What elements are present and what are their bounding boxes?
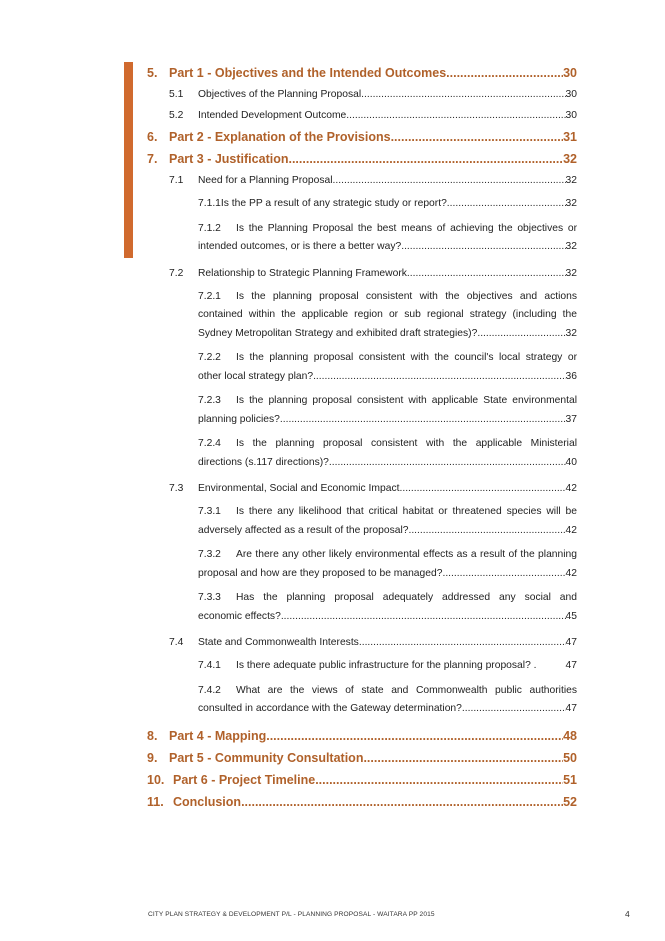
toc-page: 30: [565, 110, 577, 121]
toc-title: State and Commonwealth Interests: [198, 637, 359, 648]
toc-title-line: other local strategy plan?: [198, 370, 314, 382]
toc-entry-7-2-4[interactable]: [198, 435, 577, 472]
section-accent-bar: [124, 62, 133, 258]
toc-leader: [462, 700, 566, 719]
toc-page: 32: [565, 175, 577, 186]
toc-title: Intended Development Outcome: [198, 110, 347, 121]
toc-entry-7-4[interactable]: [169, 632, 577, 653]
toc-title: Part 2 - Explanation of the Provisions: [169, 130, 391, 144]
toc-title-line: intended outcomes, or is there a better way?: [198, 241, 402, 252]
toc-entry-7-2-1[interactable]: [198, 288, 577, 344]
toc-title-line: consulted in accordance with the Gateway determination?: [198, 703, 462, 714]
toc-page: 50: [563, 750, 577, 765]
toc-page: 40: [565, 456, 577, 468]
toc-title-line: Is the Planning Proposal the best means of achieving the objectives or: [236, 222, 577, 234]
toc-number: 7.2.1: [198, 290, 221, 302]
toc-title-line: adversely affected as a result of the proposal?: [198, 524, 409, 536]
toc-number: 7.2.3: [198, 395, 221, 406]
toc-page: 45: [565, 610, 577, 622]
toc-entry-7-1[interactable]: [169, 170, 577, 191]
toc-title: Objectives of the Planning Proposal: [198, 89, 362, 100]
toc-leader: [408, 522, 565, 541]
page-number: 4: [625, 909, 630, 919]
toc-number: 7.1.1: [198, 198, 221, 209]
toc-number: 7.1.2: [198, 222, 221, 234]
toc-title: Relationship to Strategic Planning Framework: [198, 267, 407, 279]
toc-title-line: directions (s.117 directions)?: [198, 456, 329, 468]
toc-entry-7-3[interactable]: [169, 478, 577, 499]
toc-title-line: Sydney Metropolitan Strategy and exhibited draft strategies)?: [198, 327, 478, 339]
toc-title-line: proposal and how are they proposed to be managed?: [198, 567, 443, 579]
toc-entry-9[interactable]: [147, 747, 577, 769]
toc-entry-7-1-2[interactable]: [198, 220, 577, 257]
toc-title-line: Is there any likelihood that critical habitat or threatened species will be: [236, 506, 577, 517]
toc-page: 32: [565, 198, 577, 209]
toc-number: 7.2.4: [198, 438, 221, 449]
toc-entry-7[interactable]: [147, 148, 577, 170]
toc-number: 7.3.3: [198, 592, 221, 603]
toc-leader: [346, 105, 565, 126]
toc-number: 7.2.2: [198, 352, 221, 363]
toc-entry-7-3-1[interactable]: [198, 503, 577, 540]
toc-entry-7-1-1[interactable]: [198, 195, 577, 214]
toc-leader: [399, 478, 565, 499]
toc-page: 32: [565, 241, 577, 252]
toc-title-line: planning policies?: [198, 413, 280, 425]
toc-leader: [446, 62, 563, 84]
toc-title-line: Is the planning proposal consistent with the objectives and actions: [236, 290, 577, 302]
toc-number: 7.: [147, 152, 158, 166]
toc-entry-7-2-2[interactable]: [198, 349, 577, 386]
toc-leader: [447, 195, 566, 214]
toc-leader: [333, 170, 566, 191]
toc-leader: [442, 565, 565, 584]
toc-page: 42: [565, 567, 577, 579]
toc-entry-7-4-1[interactable]: [198, 657, 577, 676]
toc-title: Environmental, Social and Economic Impact: [198, 483, 400, 494]
toc-leader: [329, 454, 566, 473]
toc-page: 30: [563, 66, 577, 80]
toc-number: 7.3.1: [198, 506, 221, 517]
toc-title-line: Has the planning proposal adequately addressed any social and: [236, 592, 577, 603]
toc-entry-7-3-3[interactable]: [198, 589, 577, 626]
toc-number: 7.2: [169, 267, 184, 279]
toc-page: 32: [565, 267, 577, 279]
toc-leader: [313, 368, 565, 387]
toc-number: 11.: [147, 794, 164, 809]
toc-leader: [407, 263, 566, 284]
toc-page: 48: [563, 728, 577, 743]
toc-title: Need for a Planning Proposal: [198, 175, 333, 186]
toc-number: 5.1: [169, 89, 184, 100]
toc-number: 6.: [147, 130, 158, 144]
toc-leader: [477, 325, 565, 344]
toc-entry-8[interactable]: [147, 725, 577, 747]
toc-page: 47: [565, 660, 577, 671]
toc-entry-7-2-3[interactable]: [198, 392, 577, 429]
toc-page: 47: [565, 637, 577, 648]
toc-leader: [288, 148, 563, 170]
toc-leader: [363, 747, 563, 769]
toc-number: 5.: [147, 66, 158, 80]
toc-page: 47: [565, 703, 577, 714]
toc-entry-10[interactable]: [147, 769, 577, 791]
toc-title: Part 5 - Community Consultation: [169, 750, 364, 765]
toc-page: 32: [563, 152, 577, 166]
toc-title: Is the PP a result of any strategic study or report?: [220, 198, 447, 209]
toc-page: 30: [565, 89, 577, 100]
table-of-contents: [147, 62, 577, 813]
toc-title: Conclusion: [173, 794, 242, 809]
toc-page: 42: [565, 483, 577, 494]
toc-number: 7.4.2: [198, 684, 221, 696]
toc-title-line: economic effects?: [198, 610, 281, 622]
toc-number: 7.1: [169, 175, 184, 186]
toc-number: 7.3: [169, 483, 184, 494]
toc-entry-6[interactable]: [147, 126, 577, 148]
toc-page: 51: [563, 772, 577, 787]
toc-entry-7-2[interactable]: [169, 263, 577, 284]
toc-number: 7.4: [169, 637, 184, 648]
toc-page: 52: [563, 794, 577, 809]
toc-title-line: Is the planning proposal consistent with applicable State environmental: [236, 395, 577, 406]
toc-entry-5-2[interactable]: [169, 105, 577, 126]
toc-title: Part 4 - Mapping: [169, 728, 267, 743]
toc-leader: [266, 725, 563, 747]
toc-leader: [391, 126, 564, 148]
toc-page: 32: [565, 327, 577, 339]
toc-title-line: Is the planning proposal consistent with the applicable Ministerial: [236, 438, 577, 449]
toc-number: 7.3.2: [198, 549, 221, 560]
toc-entry-11[interactable]: [147, 791, 577, 813]
toc-leader: [315, 769, 563, 791]
toc-title: Part 3 - Justification: [169, 152, 289, 166]
toc-number: 7.4.1: [198, 660, 221, 671]
toc-title: Is there adequate public infrastructure for the planning proposal? .: [236, 660, 537, 671]
page-footer: CITY PLAN STRATEGY & DEVELOPMENT P/L - PLANNING PROPOSAL - WAITARA PP 2015: [148, 911, 435, 918]
toc-number: 9.: [147, 750, 158, 765]
toc-leader: [281, 608, 566, 627]
toc-entry-5-1[interactable]: [169, 84, 577, 105]
toc-number: 10.: [147, 772, 165, 787]
toc-page: 37: [565, 413, 577, 425]
toc-entry-5[interactable]: [147, 62, 577, 84]
toc-entry-7-3-2[interactable]: [198, 546, 577, 583]
toc-leader: [280, 411, 566, 430]
toc-leader: [361, 84, 565, 105]
toc-title: Part 1 - Objectives and the Intended Outcomes: [169, 66, 447, 80]
toc-number: 8.: [147, 728, 158, 743]
toc-title-line: contained within the applicable region or sub regional strategy (including the: [198, 309, 577, 320]
toc-entry-7-4-2[interactable]: [198, 682, 577, 719]
toc-title: Part 6 - Project Timeline: [173, 772, 316, 787]
toc-page: 31: [563, 130, 577, 144]
toc-page: 36: [565, 370, 577, 382]
toc-title-line: Is the planning proposal consistent with the council's local strategy or: [236, 352, 577, 363]
toc-leader: [359, 632, 566, 653]
toc-leader: [241, 791, 563, 813]
toc-page: 42: [565, 524, 577, 536]
toc-title-line: Are there any other likely environmental effects as a result of the planning: [236, 549, 577, 560]
toc-title-line: What are the views of state and Commonwealth public authorities: [236, 684, 577, 696]
toc-number: 5.2: [169, 110, 184, 121]
toc-leader: [401, 238, 565, 257]
